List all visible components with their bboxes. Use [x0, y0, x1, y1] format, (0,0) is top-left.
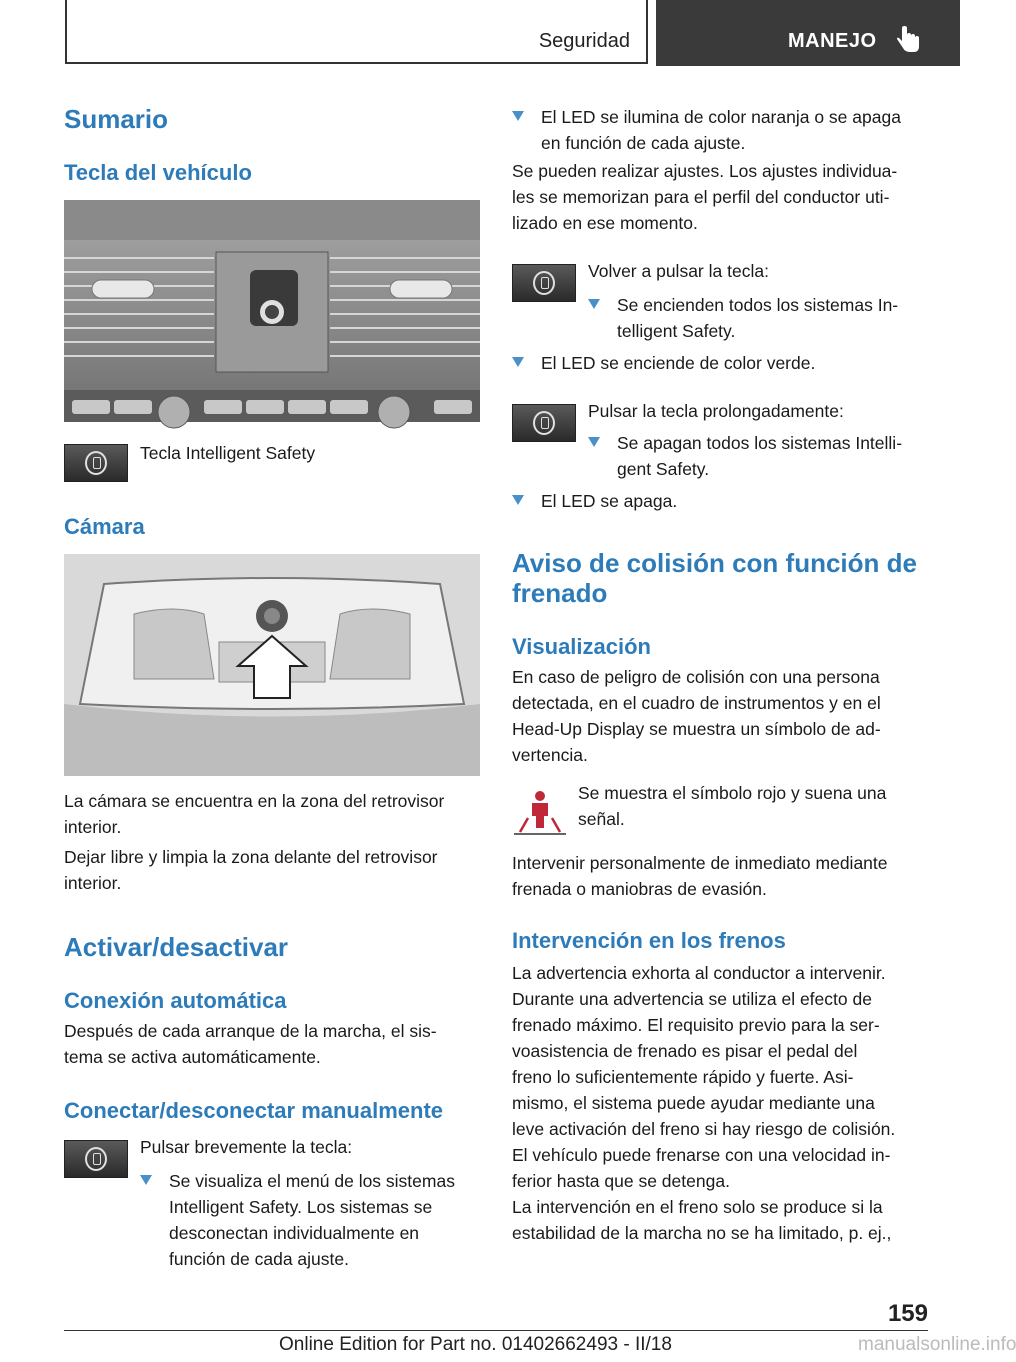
p-conexion [64, 1018, 437, 1070]
bullet-led-naranja [512, 104, 928, 156]
line: detectada, en el cuadro de instrumentos y en el [512, 693, 881, 713]
line: tema se activa automáticamente. [64, 1047, 321, 1067]
line: frenado [512, 578, 608, 608]
line: La intervención en el freno solo se produce si la [512, 1197, 883, 1217]
bullet-triangle-icon [512, 111, 524, 121]
p-intervenir [512, 850, 888, 902]
line: lizado en ese momento. [512, 213, 698, 233]
line: El vehículo puede frenarse con una velocidad in- [512, 1145, 891, 1165]
intelligent-safety-button-icon [512, 264, 576, 302]
p-advertencia [512, 960, 895, 1194]
bullet-triangle-icon [512, 357, 524, 367]
line: mismo, el sistema puede ayudar mediante una [512, 1093, 875, 1113]
line: ferior hasta que se detenga. [512, 1171, 730, 1191]
line: frenado máximo. El requisito previo para la ser- [512, 1015, 880, 1035]
section-label: Seguridad [538, 30, 630, 52]
bullet-triangle-icon [588, 299, 600, 309]
line: función de cada ajuste. [169, 1249, 349, 1269]
edition-line: Online Edition for Part no. 01402662493 - II/18 [279, 1334, 672, 1355]
line: voasistencia de frenado es pisar el pedal del [512, 1041, 858, 1061]
caption-tecla: Tecla Intelligent Safety [140, 443, 316, 463]
line: leve activación del freno si hay riesgo de colisión. [512, 1119, 896, 1139]
bullet-triangle-icon [588, 437, 600, 447]
bullet-apagan-sistemas [588, 430, 928, 482]
line: Aviso de colisión con función de [512, 548, 917, 578]
line: freno lo suficientemente rápido y fuerte. Asi- [512, 1067, 854, 1087]
line: Dejar libre y limpia la zona delante del retrovisor [64, 847, 438, 867]
p-volver-pulsar: Volver a pulsar la tecla: [588, 261, 769, 281]
camera-windshield-photo [64, 554, 480, 776]
bullet-triangle-icon [512, 495, 524, 505]
p-pulsar-prolongada: Pulsar la tecla prolongadamente: [588, 401, 844, 421]
line: telligent Safety. [617, 321, 736, 341]
heading-conectar-desconectar: Conectar/desconectar manualmente [64, 1098, 444, 1123]
line: La advertencia exhorta al conductor a intervenir. [512, 963, 886, 983]
p-peligro-colision [512, 664, 881, 768]
heading-camara: Cámara [64, 514, 145, 539]
line: En caso de peligro de colisión con una persona [512, 667, 880, 687]
line: El LED se ilumina de color naranja o se apaga [541, 107, 901, 127]
bullet-encienden-sistemas [588, 292, 928, 344]
line: El LED se apaga. [541, 491, 678, 511]
line: Después de cada arranque de la marcha, el sis- [64, 1021, 437, 1041]
heading-conexion-automatica: Conexión automática [64, 988, 287, 1013]
chapter-label: MANEJO [788, 30, 877, 52]
title-aviso-colision [512, 548, 928, 608]
line: La cámara se encuentra en la zona del retrovisor [64, 791, 445, 811]
chapter-tab [656, 0, 960, 66]
title-activar-desactivar: Activar/desactivar [64, 932, 289, 962]
line: Head-Up Display se muestra un símbolo de ad- [512, 719, 881, 739]
line: frenada o maniobras de evasión. [512, 879, 767, 899]
bullet-triangle-icon [140, 1175, 152, 1185]
p-ajustes [512, 158, 897, 236]
dashboard-button-photo [64, 200, 480, 422]
line: interior. [64, 873, 122, 893]
p-camara-limpieza [64, 844, 438, 896]
line: gent Safety. [617, 459, 710, 479]
p-camara-ubicacion [64, 788, 444, 840]
line: desconectan individualmente en [169, 1223, 420, 1243]
line: estabilidad de la marcha no se ha limitado, p. ej., [512, 1223, 892, 1243]
line: Se apagan todos los sistemas Intelli- [617, 433, 903, 453]
line: Intelligent Safety. Los sistemas se [169, 1197, 433, 1217]
section-tab [65, 0, 648, 64]
line: Durante una advertencia se utiliza el efecto de [512, 989, 872, 1009]
p-simbolo-rojo [578, 780, 886, 832]
pedestrian-warning-icon [512, 788, 568, 836]
intelligent-safety-button-icon [512, 404, 576, 442]
p-intervencion-freno [512, 1194, 891, 1246]
line: interior. [64, 817, 122, 837]
heading-visualizacion: Visualización [512, 634, 651, 659]
page-number: 159 [887, 1300, 928, 1327]
watermark: manualsonline.info [858, 1334, 1016, 1355]
line: Se encienden todos los sistemas In- [617, 295, 899, 315]
line: Se visualiza el menú de los sistemas [169, 1171, 455, 1191]
intelligent-safety-button-icon [64, 1140, 128, 1178]
bullet-led-apaga [512, 488, 928, 514]
line: vertencia. [512, 745, 588, 765]
line: Intervenir personalmente de inmediato mediante [512, 853, 888, 873]
line: Se pueden realizar ajustes. Los ajustes individua- [512, 161, 898, 181]
footer-divider [64, 1330, 928, 1331]
heading-intervencion-frenos: Intervención en los frenos [512, 928, 786, 953]
steering-hand-icon [896, 24, 922, 54]
bullet-led-verde [512, 350, 928, 376]
line: en función de cada ajuste. [541, 133, 746, 153]
p-pulsar-brevemente: Pulsar brevemente la tecla: [140, 1137, 353, 1157]
heading-tecla-vehiculo: Tecla del vehículo [64, 160, 252, 185]
line: El LED se enciende de color verde. [541, 353, 816, 373]
intelligent-safety-button-icon [64, 444, 128, 482]
line: les se memorizan para el perfil del conductor uti- [512, 187, 890, 207]
title-sumario: Sumario [64, 104, 169, 134]
bullet-menu-sistemas [140, 1168, 480, 1278]
page-header [0, 0, 960, 66]
line: Se muestra el símbolo rojo y suena una [578, 783, 887, 803]
line: señal. [578, 809, 625, 829]
